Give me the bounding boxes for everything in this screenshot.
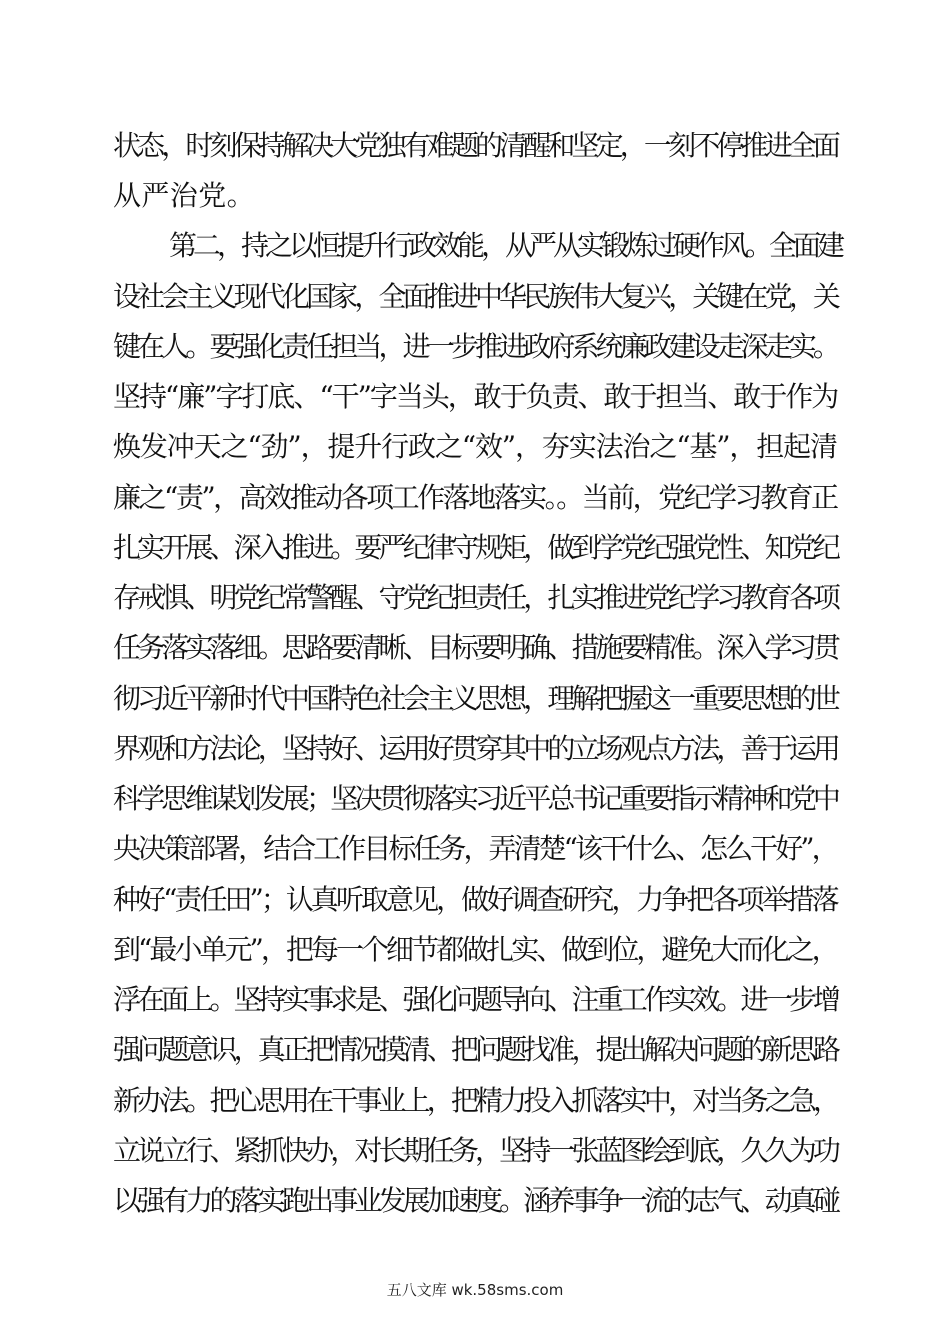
text-line: 立说立行、紧抓快办，对长期任务，坚持一张蓝图绘到底，久久为功 — [113, 1134, 838, 1167]
text-line: 浮在面上。坚持实事求是、强化问题导向、注重工作实效。进一步增 — [113, 983, 838, 1016]
text-line: 设社会主义现代化国家，全面推进中华民族伟大复兴，关键在党，关 — [113, 280, 838, 313]
page-footer[interactable]: 五八文库 wk.58sms.com — [386, 1281, 564, 1299]
text-line: 键在人。要强化责任担当，进一步推进政府系统廉政建设走深走实。 — [113, 330, 838, 363]
text-line: 扎实开展、深入推进。要严纪律守规矩，做到学党纪强党性、知党纪 — [113, 531, 838, 564]
text-line: 坚持“廉”字打底、“干”字当头，敢于负责、敢于担当、敢于作为 — [113, 380, 838, 413]
text-line: 到“最小单元”，把每一个细节都做扎实、做到位，避免大而化之， — [113, 933, 837, 966]
text-line: 种好“责任田”；认真听取意见，做好调查研究，力争把各项举措落 — [113, 883, 837, 916]
text-line: 任务落实落细。思路要清晰、目标要明确、措施要精准。深入学习贯 — [113, 631, 838, 664]
text-line: 从严治党。 — [113, 179, 256, 212]
text-line: 新办法。把心思用在干事业上，把精力投入抓落实中，对当务之急， — [113, 1084, 838, 1117]
text-line: 强问题意识，真正把情况摸清、把问题找准，提出解决问题的新思路 — [113, 1033, 838, 1066]
text-line: 状态，时刻保持解决大党独有难题的清醒和坚定，一刻不停推进全面 — [113, 129, 838, 162]
text-line: 彻习近平新时代中国特色社会主义思想，理解把握这一重要思想的世 — [113, 682, 838, 715]
text-line: 存戒惧、明党纪常警醒、守党纪担责任，扎实推进党纪学习教育各项 — [113, 581, 838, 614]
text-line: 廉之“责”，高效推动各项工作落地落实。。当前，党纪学习教育正 — [113, 481, 837, 514]
text-line: 以强有力的落实跑出事业发展加速度。涵养事争一流的志气、动真碰 — [113, 1184, 838, 1217]
text-line: 科学思维谋划发展；坚决贯彻落实习近平总书记重要指示精神和党中 — [113, 782, 838, 815]
text-line: 焕发冲天之“劲”，提升行政之“效”，夯实法治之“基”，担起清 — [113, 430, 837, 463]
text-line: 界观和方法论，坚持好、运用好贯穿其中的立场观点方法，善于运用 — [113, 732, 838, 765]
paragraph-start-line: 第二，持之以恒提升行政效能，从严从实锻炼过硬作风。全面建 — [169, 229, 842, 262]
text-line: 央决策部署，结合工作目标任务，弄清楚“该干什么、怎么干好”， — [113, 832, 837, 865]
